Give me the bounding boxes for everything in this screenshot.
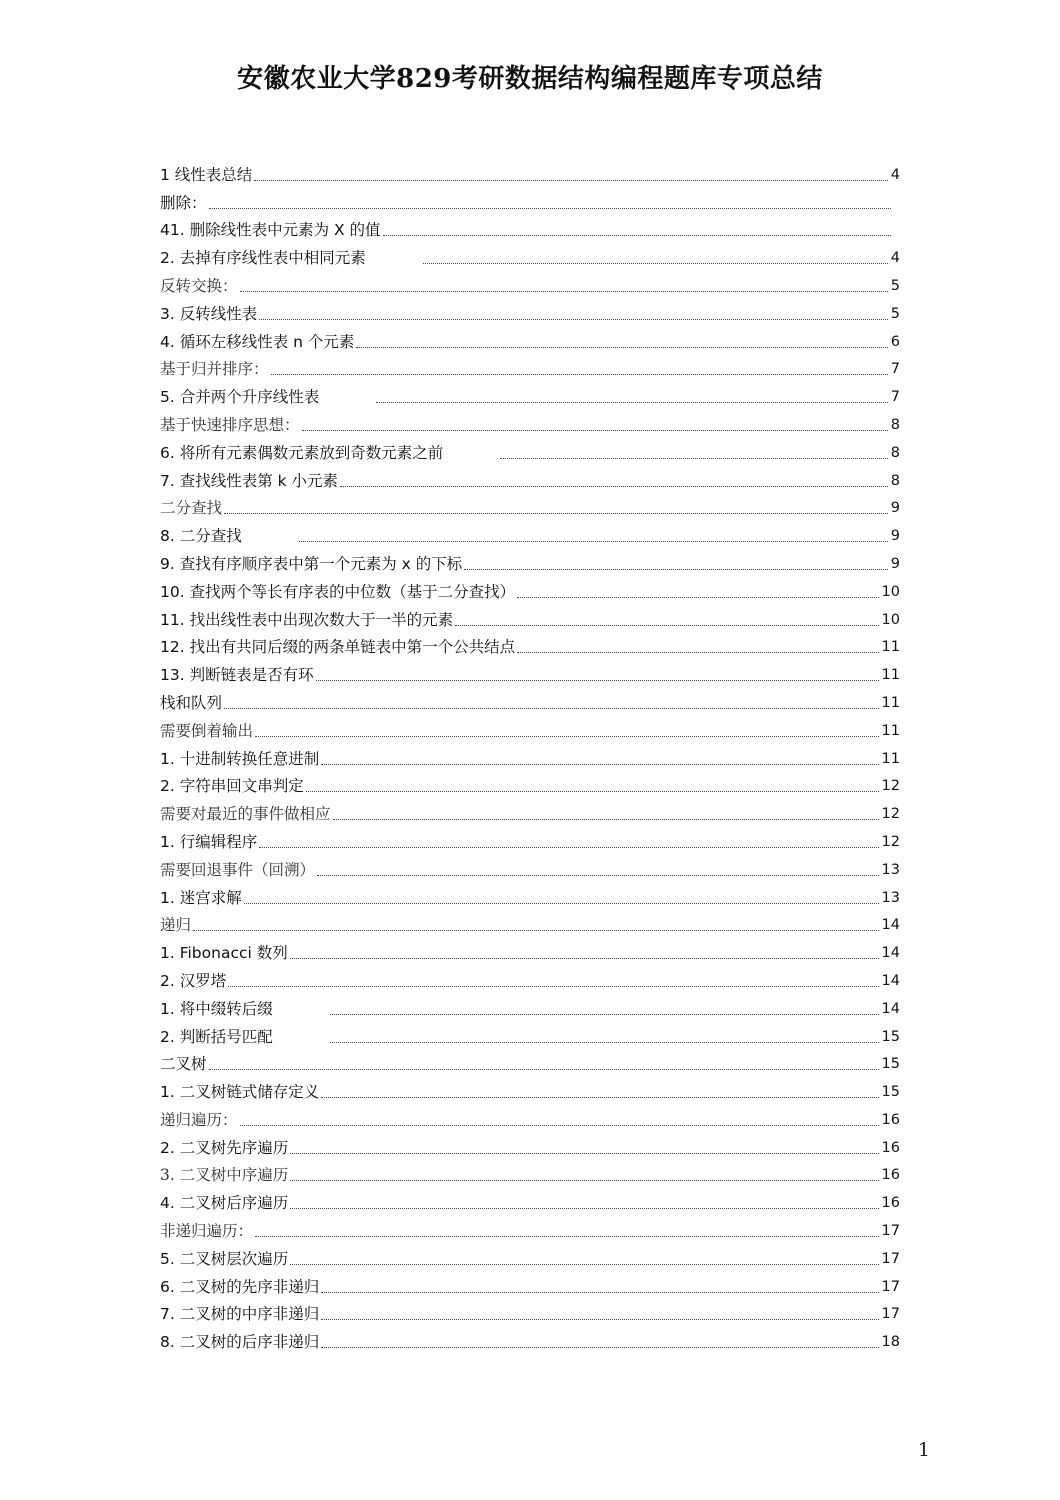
toc-entry[interactable] (160, 268, 900, 296)
dot-leader (290, 1180, 878, 1181)
dot-leader (321, 1319, 878, 1320)
dot-leader (259, 319, 888, 320)
toc-entry-title: 5. 二叉树层次遍历 (160, 1249, 289, 1268)
toc-entry-page: 5 (890, 277, 900, 294)
toc-entry-page: 5 (890, 305, 900, 322)
toc-entry-page: 13 (881, 889, 900, 906)
toc-entry-title: 4. 二叉树后序遍历 (160, 1194, 289, 1213)
dot-leader (306, 791, 879, 792)
toc-entry-title: 3. 反转线性表 (160, 304, 258, 323)
toc-entry-page: 4 (890, 166, 900, 183)
toc-entry[interactable] (160, 185, 900, 213)
dot-leader (383, 235, 891, 236)
toc-entry-title: 3. 二叉树中序遍历 (160, 1166, 289, 1185)
dot-leader (500, 458, 888, 459)
dot-leader (333, 819, 879, 820)
toc-entry-page: 7 (890, 361, 900, 378)
dot-leader (517, 597, 878, 598)
dot-leader (259, 847, 878, 848)
toc-entry[interactable] (160, 491, 900, 519)
toc-entry-page: 10 (881, 611, 900, 628)
toc-entry-page: 13 (881, 861, 900, 878)
dot-leader (321, 1347, 878, 1348)
toc-entry[interactable] (160, 1102, 900, 1130)
toc-entry-title: 8. 二叉树的后序非递归 (160, 1333, 320, 1352)
dot-leader (330, 1014, 879, 1015)
toc-entry-page: 4 (890, 250, 900, 267)
toc-entry-page: 11 (881, 722, 900, 739)
toc-entry-title: 1. 行编辑程序 (160, 832, 258, 851)
toc-entry[interactable] (160, 796, 900, 824)
toc-entry-title: 12. 找出有共同后缀的两条单链表中第一个公共结点 (160, 638, 516, 657)
toc-entry[interactable] (160, 1185, 900, 1213)
toc-entry-page: 7 (890, 389, 900, 406)
toc-entry-title: 2. 二叉树先序遍历 (160, 1138, 289, 1157)
toc-entry[interactable] (160, 518, 900, 546)
toc-entry-title: 二叉树 (160, 1055, 207, 1074)
toc-entry-title: 7. 二叉树的中序非递归 (160, 1305, 320, 1324)
toc-entry-title: 反转交换： (160, 276, 238, 295)
dot-leader (290, 1264, 878, 1265)
toc-entry-page: 9 (890, 528, 900, 545)
dot-leader (455, 625, 878, 626)
toc-entry[interactable] (160, 352, 900, 380)
toc-entry-page: 16 (881, 1195, 900, 1212)
dot-leader (464, 569, 888, 570)
toc-entry-page: 11 (881, 750, 900, 767)
toc-entry-title: 41. 删除线性表中元素为 X 的值 (160, 221, 381, 240)
dot-leader (302, 430, 888, 431)
toc-entry[interactable] (160, 1269, 900, 1297)
toc-entry[interactable] (160, 657, 900, 685)
dot-leader (290, 958, 879, 959)
toc-entry-page: 11 (881, 639, 900, 656)
toc-entry-title: 需要倒着输出 (160, 721, 254, 740)
toc-entry[interactable] (160, 685, 900, 713)
toc-entry[interactable] (160, 157, 900, 185)
toc-entry[interactable] (160, 1047, 900, 1075)
dot-leader (290, 1153, 878, 1154)
dot-leader (299, 541, 888, 542)
toc-entry[interactable] (160, 1074, 900, 1102)
toc-entry-title: 1. 迷宫求解 (160, 888, 242, 907)
dot-leader (340, 486, 888, 487)
toc-entry-title: 1. 二叉树链式储存定义 (160, 1083, 320, 1102)
toc-entry-title: 13. 判断链表是否有环 (160, 666, 314, 685)
toc-entry[interactable] (160, 824, 900, 852)
toc-entry-page: 9 (890, 555, 900, 572)
toc-entry[interactable] (160, 1130, 900, 1158)
toc-entry[interactable] (160, 407, 900, 435)
toc-entry[interactable] (160, 769, 900, 797)
toc-entry-title: 6. 二叉树的先序非递归 (160, 1277, 320, 1296)
dot-leader (271, 374, 888, 375)
toc-entry-title: 2. 字符串回文串判定 (160, 777, 304, 796)
toc-entry[interactable] (160, 630, 900, 658)
toc-entry-page: 8 (890, 416, 900, 433)
toc-entry-title: 基于快速排序思想： (160, 415, 300, 434)
dot-leader (224, 708, 879, 709)
toc-entry[interactable] (160, 852, 900, 880)
toc-entry-title: 11. 找出线性表中出现次数大于一半的元素 (160, 610, 454, 629)
dot-leader (321, 764, 878, 765)
toc-entry-page: 15 (881, 1056, 900, 1073)
dot-leader (316, 680, 879, 681)
dot-leader (376, 402, 888, 403)
toc-entry[interactable] (160, 574, 900, 602)
toc-entry[interactable] (160, 991, 900, 1019)
toc-entry-page: 14 (881, 945, 900, 962)
toc-entry-title: 递归 (160, 916, 192, 935)
toc-entry[interactable] (160, 324, 900, 352)
dot-leader (255, 736, 879, 737)
toc-entry-page: 14 (881, 917, 900, 934)
toc-entry-page: 16 (881, 1139, 900, 1156)
toc-entry[interactable] (160, 935, 900, 963)
toc-entry-title: 二分查找 (160, 499, 223, 518)
toc-entry[interactable] (160, 463, 900, 491)
toc-entry[interactable] (160, 435, 900, 463)
toc-entry-title: 1. 十进制转换任意进制 (160, 749, 320, 768)
toc-entry[interactable] (160, 1158, 900, 1186)
toc-entry-page: 17 (881, 1250, 900, 1267)
dot-leader (517, 652, 878, 653)
toc-entry[interactable] (160, 963, 900, 991)
dot-leader (193, 930, 879, 931)
dot-leader (209, 1069, 879, 1070)
toc-entry[interactable] (160, 1019, 900, 1047)
toc-entry[interactable] (160, 1241, 900, 1269)
toc-entry-page: 12 (881, 806, 900, 823)
toc-entry-title: 2. 去掉有序线性表中相同元素 (160, 249, 366, 268)
toc-entry-page: 12 (881, 778, 900, 795)
toc-entry-title: 9. 查找有序顺序表中第一个元素为 x 的下标 (160, 554, 463, 573)
toc-entry[interactable] (160, 296, 900, 324)
dot-leader (321, 1097, 878, 1098)
dot-leader (330, 1042, 879, 1043)
toc-entry-page: 16 (881, 1111, 900, 1128)
toc-entry-title: 需要回退事件（回溯） (160, 860, 316, 879)
toc-entry-title: 删除： (160, 193, 207, 212)
dot-leader (255, 1236, 879, 1237)
dot-leader (240, 1125, 879, 1126)
toc-entry[interactable] (160, 1297, 900, 1325)
dot-leader (228, 986, 878, 987)
toc-entry-title: 8. 二分查找 (160, 527, 242, 546)
table-of-contents (160, 157, 900, 1352)
toc-entry-page: 8 (890, 444, 900, 461)
dot-leader (224, 513, 888, 514)
toc-entry-title: 2. 汉罗塔 (160, 971, 227, 990)
toc-entry[interactable] (160, 213, 900, 241)
toc-entry-page: 8 (890, 472, 900, 489)
toc-entry-title: 6. 将所有元素偶数元素放到奇数元素之前 (160, 443, 444, 462)
toc-entry-title: 1 线性表总结 (160, 165, 253, 184)
toc-entry-page: 11 (881, 667, 900, 684)
toc-entry[interactable] (160, 602, 900, 630)
toc-entry-title: 10. 查找两个等长有序表的中位数（基于二分查找） (160, 582, 516, 601)
toc-entry-page: 9 (890, 500, 900, 517)
document-title: 安徽农业大学829考研数据结构编程题库专项总结 (237, 64, 823, 94)
page-number: 1 (917, 1439, 930, 1461)
toc-entry-page: 14 (881, 972, 900, 989)
toc-entry-page: 12 (881, 833, 900, 850)
toc-entry-page: 14 (881, 1000, 900, 1017)
dot-leader (244, 903, 879, 904)
toc-entry-page: 17 (881, 1306, 900, 1323)
toc-entry[interactable] (160, 880, 900, 908)
toc-entry-title: 7. 查找线性表第 k 小元素 (160, 471, 339, 490)
toc-entry-title: 5. 合并两个升序线性表 (160, 388, 320, 407)
toc-entry-title: 递归遍历： (160, 1110, 238, 1129)
dot-leader (423, 263, 888, 264)
toc-entry-page: 15 (881, 1084, 900, 1101)
toc-entry-page: 11 (881, 694, 900, 711)
toc-entry[interactable] (160, 379, 900, 407)
toc-entry-title: 基于归并排序： (160, 360, 269, 379)
toc-entry-page: 18 (881, 1334, 900, 1351)
toc-entry-page: 16 (881, 1167, 900, 1184)
toc-entry-title: 栈和队列 (160, 693, 223, 712)
toc-entry-page: 17 (881, 1223, 900, 1240)
dot-leader (321, 1292, 878, 1293)
toc-entry[interactable] (160, 1213, 900, 1241)
toc-entry-title: 需要对最近的事件做相应 (160, 805, 331, 824)
toc-entry-page: 17 (881, 1278, 900, 1295)
toc-entry[interactable] (160, 741, 900, 769)
toc-entry[interactable] (160, 546, 900, 574)
toc-entry-title: 1. 将中缀转后缀 (160, 999, 273, 1018)
toc-entry-page: 15 (881, 1028, 900, 1045)
dot-leader (290, 1208, 878, 1209)
toc-entry-title: 非递归遍历： (160, 1222, 254, 1241)
toc-entry[interactable] (160, 713, 900, 741)
dot-leader (254, 180, 887, 181)
dot-leader (240, 291, 888, 292)
dot-leader (209, 208, 891, 209)
toc-entry[interactable] (160, 240, 900, 268)
toc-entry[interactable] (160, 908, 900, 936)
toc-entry-page: 10 (881, 583, 900, 600)
toc-entry-title: 1. Fibonacci 数列 (160, 944, 288, 963)
toc-entry-title: 4. 循环左移线性表 n 个元素 (160, 332, 355, 351)
dot-leader (356, 347, 887, 348)
toc-entry-title: 2. 判断括号匹配 (160, 1027, 273, 1046)
dot-leader (317, 875, 879, 876)
toc-entry[interactable] (160, 1324, 900, 1352)
toc-entry-page: 6 (890, 333, 900, 350)
